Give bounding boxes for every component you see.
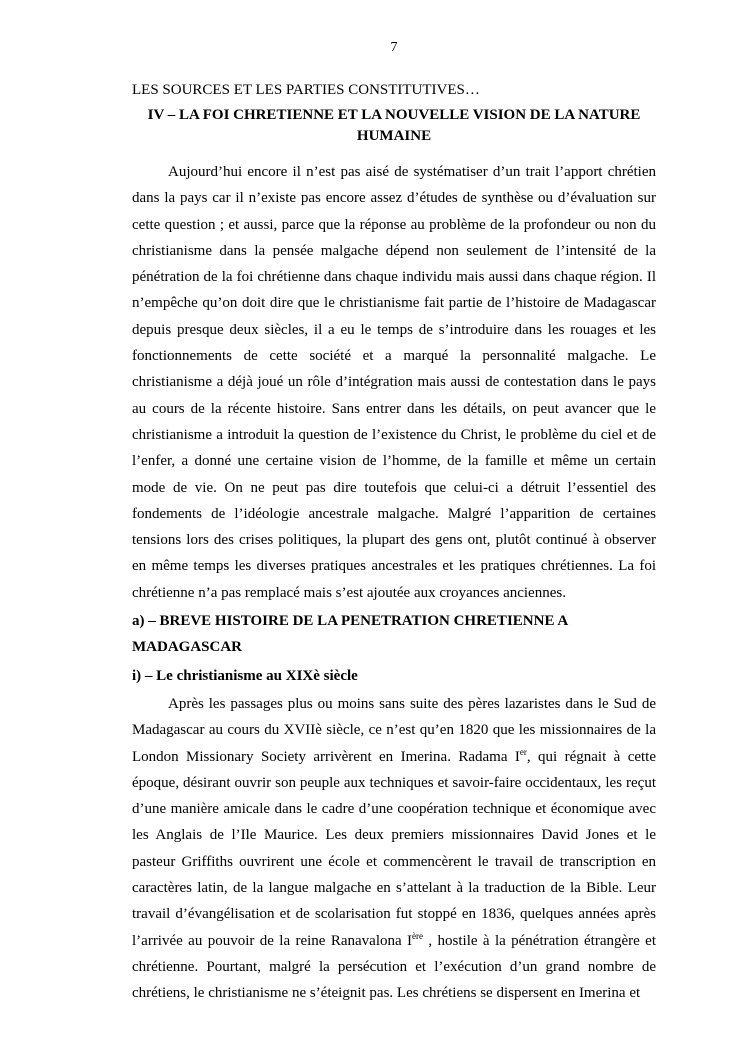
superscript-ere: ère	[412, 930, 424, 941]
chapter-title: IV – LA FOI CHRETIENNE ET LA NOUVELLE VISION DE LA NATURE HUMAINE	[147, 107, 641, 144]
paragraph-2	[132, 691, 656, 1007]
page-number: 7	[390, 40, 398, 55]
subsection-heading-i: i) – Le christianisme au XIXè siècle	[132, 667, 358, 684]
paragraph-2-text-1: Après les passages plus ou moins sans suite des pères lazaristes dans le Sud de Madagascar au cours du XVIIè siècle, ce n’est qu’en 1820 que les missionnaires de la London Missionary Society arrivèrent en Imerina. Radama I	[132, 695, 656, 765]
paragraph-2-text-3: , hostile à la pénétration étrangère et chrétienne. Pourtant, malgré la persécution et l’exécution d’un grand nombre de chrétiens, le christianisme ne s’éteignit pas. Les chrétiens se dispersent en Imerina et	[132, 932, 656, 1002]
paragraph-2-text-2: , qui régnait à cette époque, désirant ouvrir son peuple aux techniques et savoir-faire occidentaux, les reçut d’une manière amicale dans le cadre d’une coopération technique et économique avec les Anglais de l’Ile Maurice. Les deux premiers missionnaires David Jones et le pasteur Griffiths ouvrirent une école et commencèrent le travail de transcription en caractères latin, de la langue malgache en s’attelant à la traduction de la Bible. Leur travail d’évangélisation et de scolarisation fut stoppé en 1836, quelques années après l’arrivée au pouvoir de la reine Ranavalona I	[132, 748, 657, 949]
superscript-er: er	[519, 746, 527, 757]
running-header: LES SOURCES ET LES PARTIES CONSTITUTIVES…	[132, 82, 480, 98]
section-heading-a: a) – BREVE HISTOIRE DE LA PENETRATION CHRETIENNE A MADAGASCAR	[132, 613, 568, 656]
paragraph-1: Aujourd’hui encore il n’est pas aisé de systématiser d’un trait l’apport chrétien dans la pays car il n’existe pas encore assez d’études de synthèse ou d’évaluation sur cette question ; et aussi, parce que la réponse au problème de la profondeur ou non du christianisme dans la pensée malgache dépend non seulement de l’intensité de la pénétration de la foi chrétienne dans chaque individu mais aussi dans chaque région. Il n’empêche qu’on doit dire que le christianisme fait partie de l’histoire de Madagascar depuis presque deux siècles, il a eu le temps de s’introduire dans les rouages et les fonctionnements de cette société et a marqué la personnalité malgache. Le christianisme a déjà joué un rôle d’intégration mais aussi de contestation dans le pays au cours de la récente histoire. Sans entrer dans les détails, on peut avancer que le christianisme a introduit la question de l’existence du Christ, le problème du ciel et de l’enfer, a donné une certaine vision de l’homme, de la famille et même un certain mode de vie. On ne peut pas dire toutefois que celui-ci a détruit l’essentiel des fondements de l’idéologie ancestrale malgache. Malgré l’apparition de certaines tensions lors des crises politiques, la plupart des gens ont, plutôt continué à observer en même temps les diverses pratiques ancestrales et les pratiques chrétiennes. La foi chrétienne n’a pas remplacé mais s’est ajoutée aux croyances anciennes.	[132, 164, 656, 601]
